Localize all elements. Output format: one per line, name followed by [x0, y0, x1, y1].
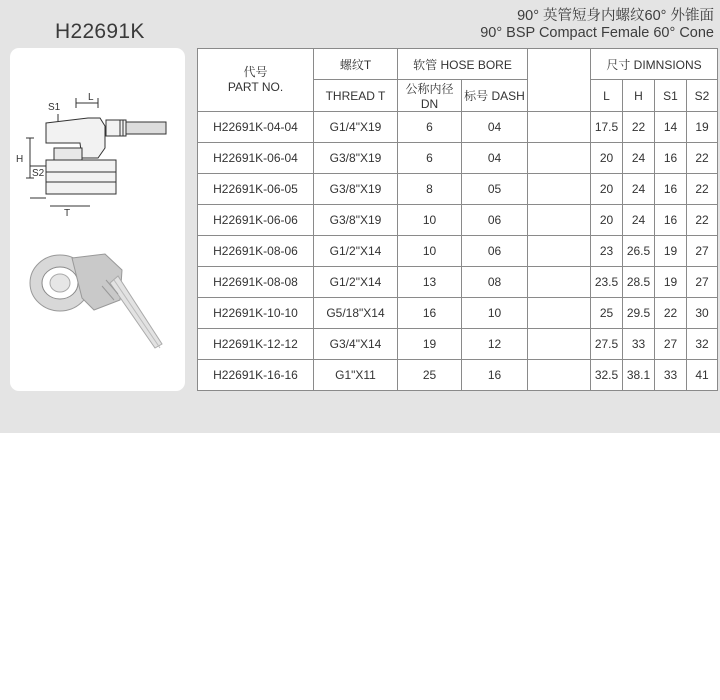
cell-dn: 16 — [398, 298, 462, 329]
cell-l: 20 — [591, 143, 623, 174]
label-s1: S1 — [48, 102, 61, 113]
label-s2: S2 — [32, 168, 45, 179]
cell-s2: 32 — [687, 329, 718, 360]
table-row — [198, 236, 718, 267]
cell-l: 25 — [591, 298, 623, 329]
model-title: H22691K — [55, 20, 145, 43]
cell-h: 38.1 — [623, 360, 655, 391]
cell-l: 23 — [591, 236, 623, 267]
cell-part: H22691K-08-08 — [198, 267, 314, 298]
cell-l: 27.5 — [591, 329, 623, 360]
cell-s1: 16 — [655, 143, 687, 174]
cell-part: H22691K-10-10 — [198, 298, 314, 329]
cell-h: 26.5 — [623, 236, 655, 267]
cell-part: H22691K-04-04 — [198, 112, 314, 143]
cell-dn: 8 — [398, 174, 462, 205]
description-cn: 90° 英管短身内螺纹60° 外锥面 — [517, 8, 714, 24]
cell-dn: 10 — [398, 205, 462, 236]
cell-thread: G1/4"X19 — [314, 112, 398, 143]
cell-h: 22 — [623, 112, 655, 143]
cell-s2: 22 — [687, 174, 718, 205]
cell-part: H22691K-06-04 — [198, 143, 314, 174]
cell-l: 20 — [591, 205, 623, 236]
cell-s1: 16 — [655, 205, 687, 236]
cell-s2: 41 — [687, 360, 718, 391]
label-h: H — [16, 154, 24, 165]
header-part-no-en: PART NO. — [227, 80, 284, 94]
description-en: 90° BSP Compact Female 60° Cone — [480, 25, 714, 41]
header-s1: S1 — [655, 80, 687, 112]
cell-l: 17.5 — [591, 112, 623, 143]
illustration-card — [10, 48, 185, 391]
cell-s1: 27 — [655, 329, 687, 360]
cell-part: H22691K-08-06 — [198, 236, 314, 267]
fitting-photo — [30, 254, 162, 348]
cell-dn: 6 — [398, 112, 462, 143]
cell-part: H22691K-06-05 — [198, 174, 314, 205]
header-thread-en: THREAD T — [314, 80, 398, 112]
fitting-drawing — [10, 48, 185, 391]
cell-s2: 27 — [687, 267, 718, 298]
header-s2: S2 — [687, 80, 718, 112]
cell-thread: G1"X11 — [314, 360, 398, 391]
cell-thread: G3/8"X19 — [314, 143, 398, 174]
cell-thread: G5/18"X14 — [314, 298, 398, 329]
table-row — [198, 205, 718, 236]
cell-dash: 10 — [462, 298, 528, 329]
spec-table — [197, 48, 718, 391]
cell-s2: 19 — [687, 112, 718, 143]
cell-h: 28.5 — [623, 267, 655, 298]
cell-dash: 04 — [462, 143, 528, 174]
cell-dn: 19 — [398, 329, 462, 360]
cell-s2: 27 — [687, 236, 718, 267]
header-thread-cn: 螺纹T — [314, 49, 398, 80]
cell-s1: 19 — [655, 236, 687, 267]
table-row — [198, 143, 718, 174]
cell-dash: 12 — [462, 329, 528, 360]
cell-s1: 22 — [655, 298, 687, 329]
cell-blank — [528, 174, 591, 205]
label-l: L — [88, 92, 94, 103]
cell-blank — [528, 112, 591, 143]
cell-h: 24 — [623, 205, 655, 236]
cell-dash: 04 — [462, 112, 528, 143]
header-part-no-cn: 代号 — [243, 65, 268, 79]
cell-blank — [528, 298, 591, 329]
cell-dn: 25 — [398, 360, 462, 391]
cell-dn: 10 — [398, 236, 462, 267]
cell-l: 20 — [591, 174, 623, 205]
header-part-no — [198, 49, 314, 112]
cell-thread: G3/8"X19 — [314, 205, 398, 236]
cell-h: 29.5 — [623, 298, 655, 329]
header-dimensions: 尺寸 DIMNSIONS — [591, 49, 718, 80]
cell-part: H22691K-06-06 — [198, 205, 314, 236]
cell-thread: G1/2"X14 — [314, 267, 398, 298]
header-l: L — [591, 80, 623, 112]
cell-dn: 6 — [398, 143, 462, 174]
table-row — [198, 329, 718, 360]
product-description — [480, 8, 714, 42]
cell-s1: 33 — [655, 360, 687, 391]
cell-s1: 19 — [655, 267, 687, 298]
cell-l: 23.5 — [591, 267, 623, 298]
cell-dash: 05 — [462, 174, 528, 205]
cell-s1: 14 — [655, 112, 687, 143]
header-blank — [528, 49, 591, 112]
cell-h: 33 — [623, 329, 655, 360]
header-row-1 — [198, 49, 718, 80]
cell-part: H22691K-12-12 — [198, 329, 314, 360]
cell-blank — [528, 329, 591, 360]
cell-dash: 08 — [462, 267, 528, 298]
technical-drawing — [26, 98, 166, 206]
cell-dash: 06 — [462, 236, 528, 267]
header-dn: 公称内径DN — [398, 80, 462, 112]
cell-thread: G3/4"X14 — [314, 329, 398, 360]
cell-dn: 13 — [398, 267, 462, 298]
cell-thread: G3/8"X19 — [314, 174, 398, 205]
table-row — [198, 174, 718, 205]
table-row — [198, 267, 718, 298]
cell-s1: 16 — [655, 174, 687, 205]
cell-blank — [528, 205, 591, 236]
label-t: T — [64, 208, 71, 219]
cell-l: 32.5 — [591, 360, 623, 391]
header-dash: 标号 DASH — [462, 80, 528, 112]
cell-blank — [528, 143, 591, 174]
cell-s2: 30 — [687, 298, 718, 329]
table-body — [198, 112, 718, 391]
cell-h: 24 — [623, 174, 655, 205]
table-row — [198, 360, 718, 391]
cell-thread: G1/2"X14 — [314, 236, 398, 267]
cell-h: 24 — [623, 143, 655, 174]
header-hose-bore: 软管 HOSE BORE — [398, 49, 528, 80]
cell-s2: 22 — [687, 143, 718, 174]
table-row — [198, 112, 718, 143]
header-h: H — [623, 80, 655, 112]
cell-part: H22691K-16-16 — [198, 360, 314, 391]
cell-dash: 06 — [462, 205, 528, 236]
cell-dash: 16 — [462, 360, 528, 391]
cell-blank — [528, 267, 591, 298]
cell-blank — [528, 360, 591, 391]
table-row — [198, 298, 718, 329]
cell-blank — [528, 236, 591, 267]
cell-s2: 22 — [687, 205, 718, 236]
